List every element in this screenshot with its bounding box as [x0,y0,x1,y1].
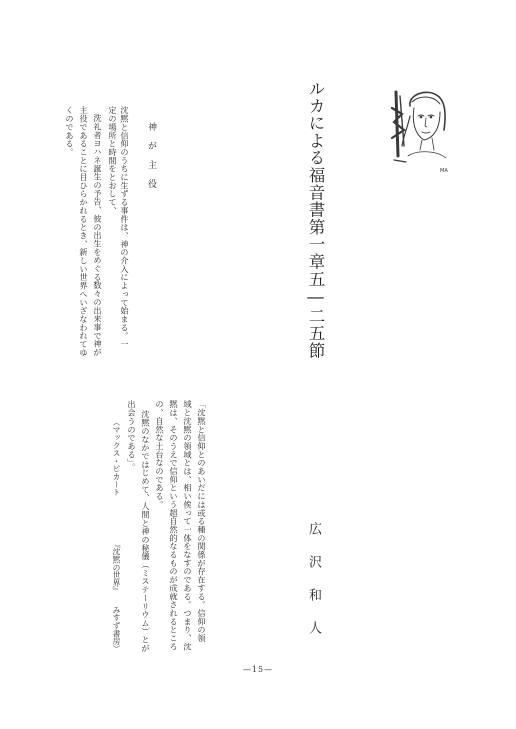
quote-line: 域と沈黙の領域とは、相い俟って一体をなすのである。つまり、沈 [183,400,193,651]
section-heading: 神が主役 [146,122,156,198]
section-line: 沈黙と信仰のうちに生ずる事件は、神の介入によって始まる。一 [120,106,130,349]
quote-line: の、自然な土台なのである。 [155,400,165,509]
quote-line: 黙は、そのうえで信仰という超自然的なるものが成就されるところ [169,400,179,651]
portrait-illustration [388,86,452,174]
section-line: 定の場所と時間をとおして、 [108,106,118,215]
section-line: くのである。 [65,106,75,157]
quote-source-publisher: みすず書房） [112,606,121,653]
quote-source-title: 『沈黙の世界』 [112,540,121,595]
page-title: ルカによる福音書第一章五―二五節 [306,80,325,360]
section-line: 主役であることに目ひらかれるとき、新しい世界へいざなわれてゆ [79,106,89,357]
illustration-signature: MA [440,168,448,174]
page-number: —15— [242,665,274,674]
quote-line: 出会うのである」。 [127,400,137,472]
quote-source-author: （マックス・ピカート [112,418,121,496]
author-name: 広沢和人 [306,522,321,654]
quote-line: 沈黙のなかではじめて、人間と神の秘儀（ミステーリウム）とが [141,410,151,653]
quote-line: 「沈黙と信仰とのあいだには或る種の関係が存在する。信仰の領 [197,400,207,643]
section-line: 洗礼者ヨハネ誕生の予告、彼の出生をめぐる数々の出来事で神が [93,114,103,357]
